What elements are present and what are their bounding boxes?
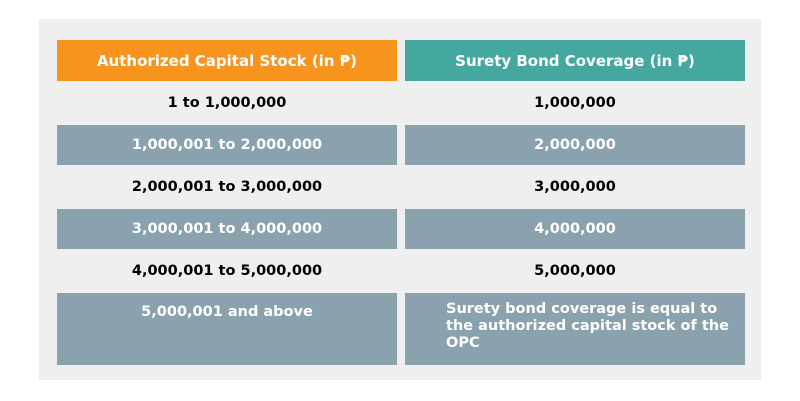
- table-row: [57, 125, 745, 165]
- capital-cell: 1,000,001 to 2,000,000: [57, 125, 397, 165]
- table-row: [57, 293, 745, 365]
- table-row: [57, 253, 745, 289]
- bond-cell: 4,000,000: [405, 209, 745, 249]
- bond-cell: Surety bond coverage is equal to the authorized capital stock of the OPC: [405, 293, 745, 365]
- bond-cell: 1,000,000: [534, 95, 616, 111]
- header-surety-bond-coverage: Surety Bond Coverage (in ₱): [405, 40, 745, 81]
- capital-cell: 3,000,001 to 4,000,000: [57, 209, 397, 249]
- table-row: [57, 209, 745, 249]
- capital-cell: 5,000,001 and above: [57, 293, 397, 365]
- surety-bond-table: [57, 40, 745, 369]
- table-row: [57, 169, 745, 205]
- bond-cell: 5,000,000: [534, 263, 616, 279]
- bond-cell: 3,000,000: [534, 179, 616, 195]
- capital-cell: 1 to 1,000,000: [167, 95, 287, 111]
- capital-cell: 2,000,001 to 3,000,000: [131, 179, 323, 195]
- table-row: [57, 85, 745, 121]
- header-authorized-capital-stock: Authorized Capital Stock (in ₱): [57, 40, 397, 81]
- capital-cell: 4,000,001 to 5,000,000: [131, 263, 323, 279]
- bond-cell: 2,000,000: [405, 125, 745, 165]
- table-header-row: [57, 40, 745, 81]
